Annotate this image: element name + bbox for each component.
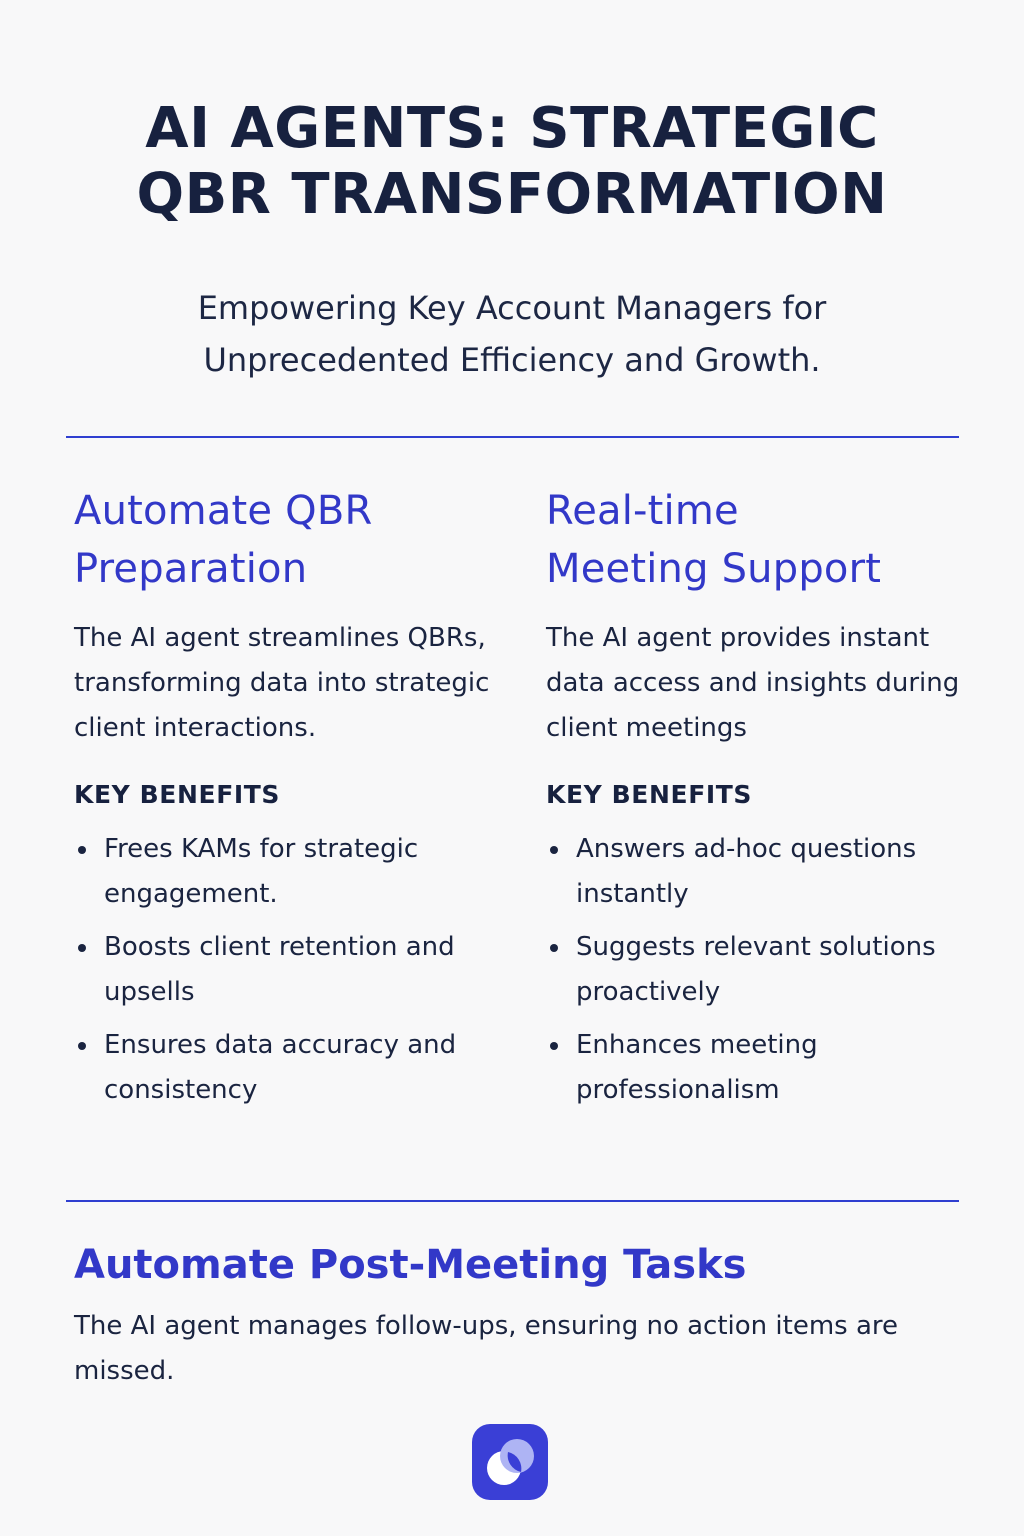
benefit-item: [74, 1023, 504, 1113]
benefit-text: Frees KAMs for strategic engagement.: [104, 834, 419, 909]
meeting-support-column: [546, 482, 976, 1121]
benefit-text: Answers ad-hoc questions instantly: [576, 834, 917, 909]
qbr-preparation-heading: [74, 482, 504, 598]
bottom-divider: [66, 1200, 959, 1202]
bullet-dot-icon: [550, 944, 558, 952]
bullet-dot-icon: [550, 1042, 558, 1050]
qbr-preparation-column: [74, 482, 504, 1121]
meeting-support-benefits-label: KEY BENEFITS: [546, 780, 753, 809]
qbr-preparation-description: The AI agent streamlines QBRs, transforming data into strategic client interactions.: [74, 623, 490, 743]
post-meeting-heading: Automate Post-Meeting Tasks: [74, 1242, 747, 1288]
benefit-item: [74, 827, 504, 917]
benefit-item: [546, 1023, 976, 1113]
benefit-text: Suggests relevant solutions proactively: [576, 932, 936, 1007]
benefit-item: [546, 925, 976, 1015]
page-subtitle-line-1: Empowering Key Account Managers for: [197, 289, 827, 327]
meeting-support-heading-line-2: Meeting Support: [546, 546, 882, 592]
bullet-dot-icon: [78, 1042, 86, 1050]
meeting-support-heading-line-1: Real-time: [546, 488, 739, 534]
benefit-text: Enhances meeting professionalism: [576, 1030, 818, 1105]
page-title-line-1: AI AGENTS: STRATEGIC: [145, 96, 879, 161]
page-subtitle: [40, 282, 984, 386]
top-divider: [66, 436, 959, 438]
overlapping-circles-logo-icon: [472, 1424, 548, 1500]
qbr-preparation-benefits-list: [74, 827, 504, 1113]
qbr-preparation-heading-line-1: Automate QBR: [74, 488, 373, 534]
meeting-support-description: The AI agent provides instant data access and insights during client meetings: [546, 623, 960, 743]
benefit-item: [74, 925, 504, 1015]
bullet-dot-icon: [550, 846, 558, 854]
bullet-dot-icon: [78, 846, 86, 854]
page-subtitle-line-2: Unprecedented Efficiency and Growth.: [203, 341, 821, 379]
post-meeting-description: The AI agent manages follow-ups, ensuring no action items are missed.: [74, 1311, 899, 1386]
qbr-preparation-heading-line-2: Preparation: [74, 546, 308, 592]
meeting-support-benefits-list: [546, 827, 976, 1113]
benefit-item: [546, 827, 976, 917]
page-title: [40, 96, 984, 228]
benefit-text: Boosts client retention and upsells: [104, 932, 455, 1007]
benefit-text: Ensures data accuracy and consistency: [104, 1030, 457, 1105]
bullet-dot-icon: [78, 944, 86, 952]
meeting-support-heading: [546, 482, 976, 598]
page-title-line-2: QBR TRANSFORMATION: [136, 162, 888, 227]
qbr-preparation-benefits-label: KEY BENEFITS: [74, 780, 281, 809]
